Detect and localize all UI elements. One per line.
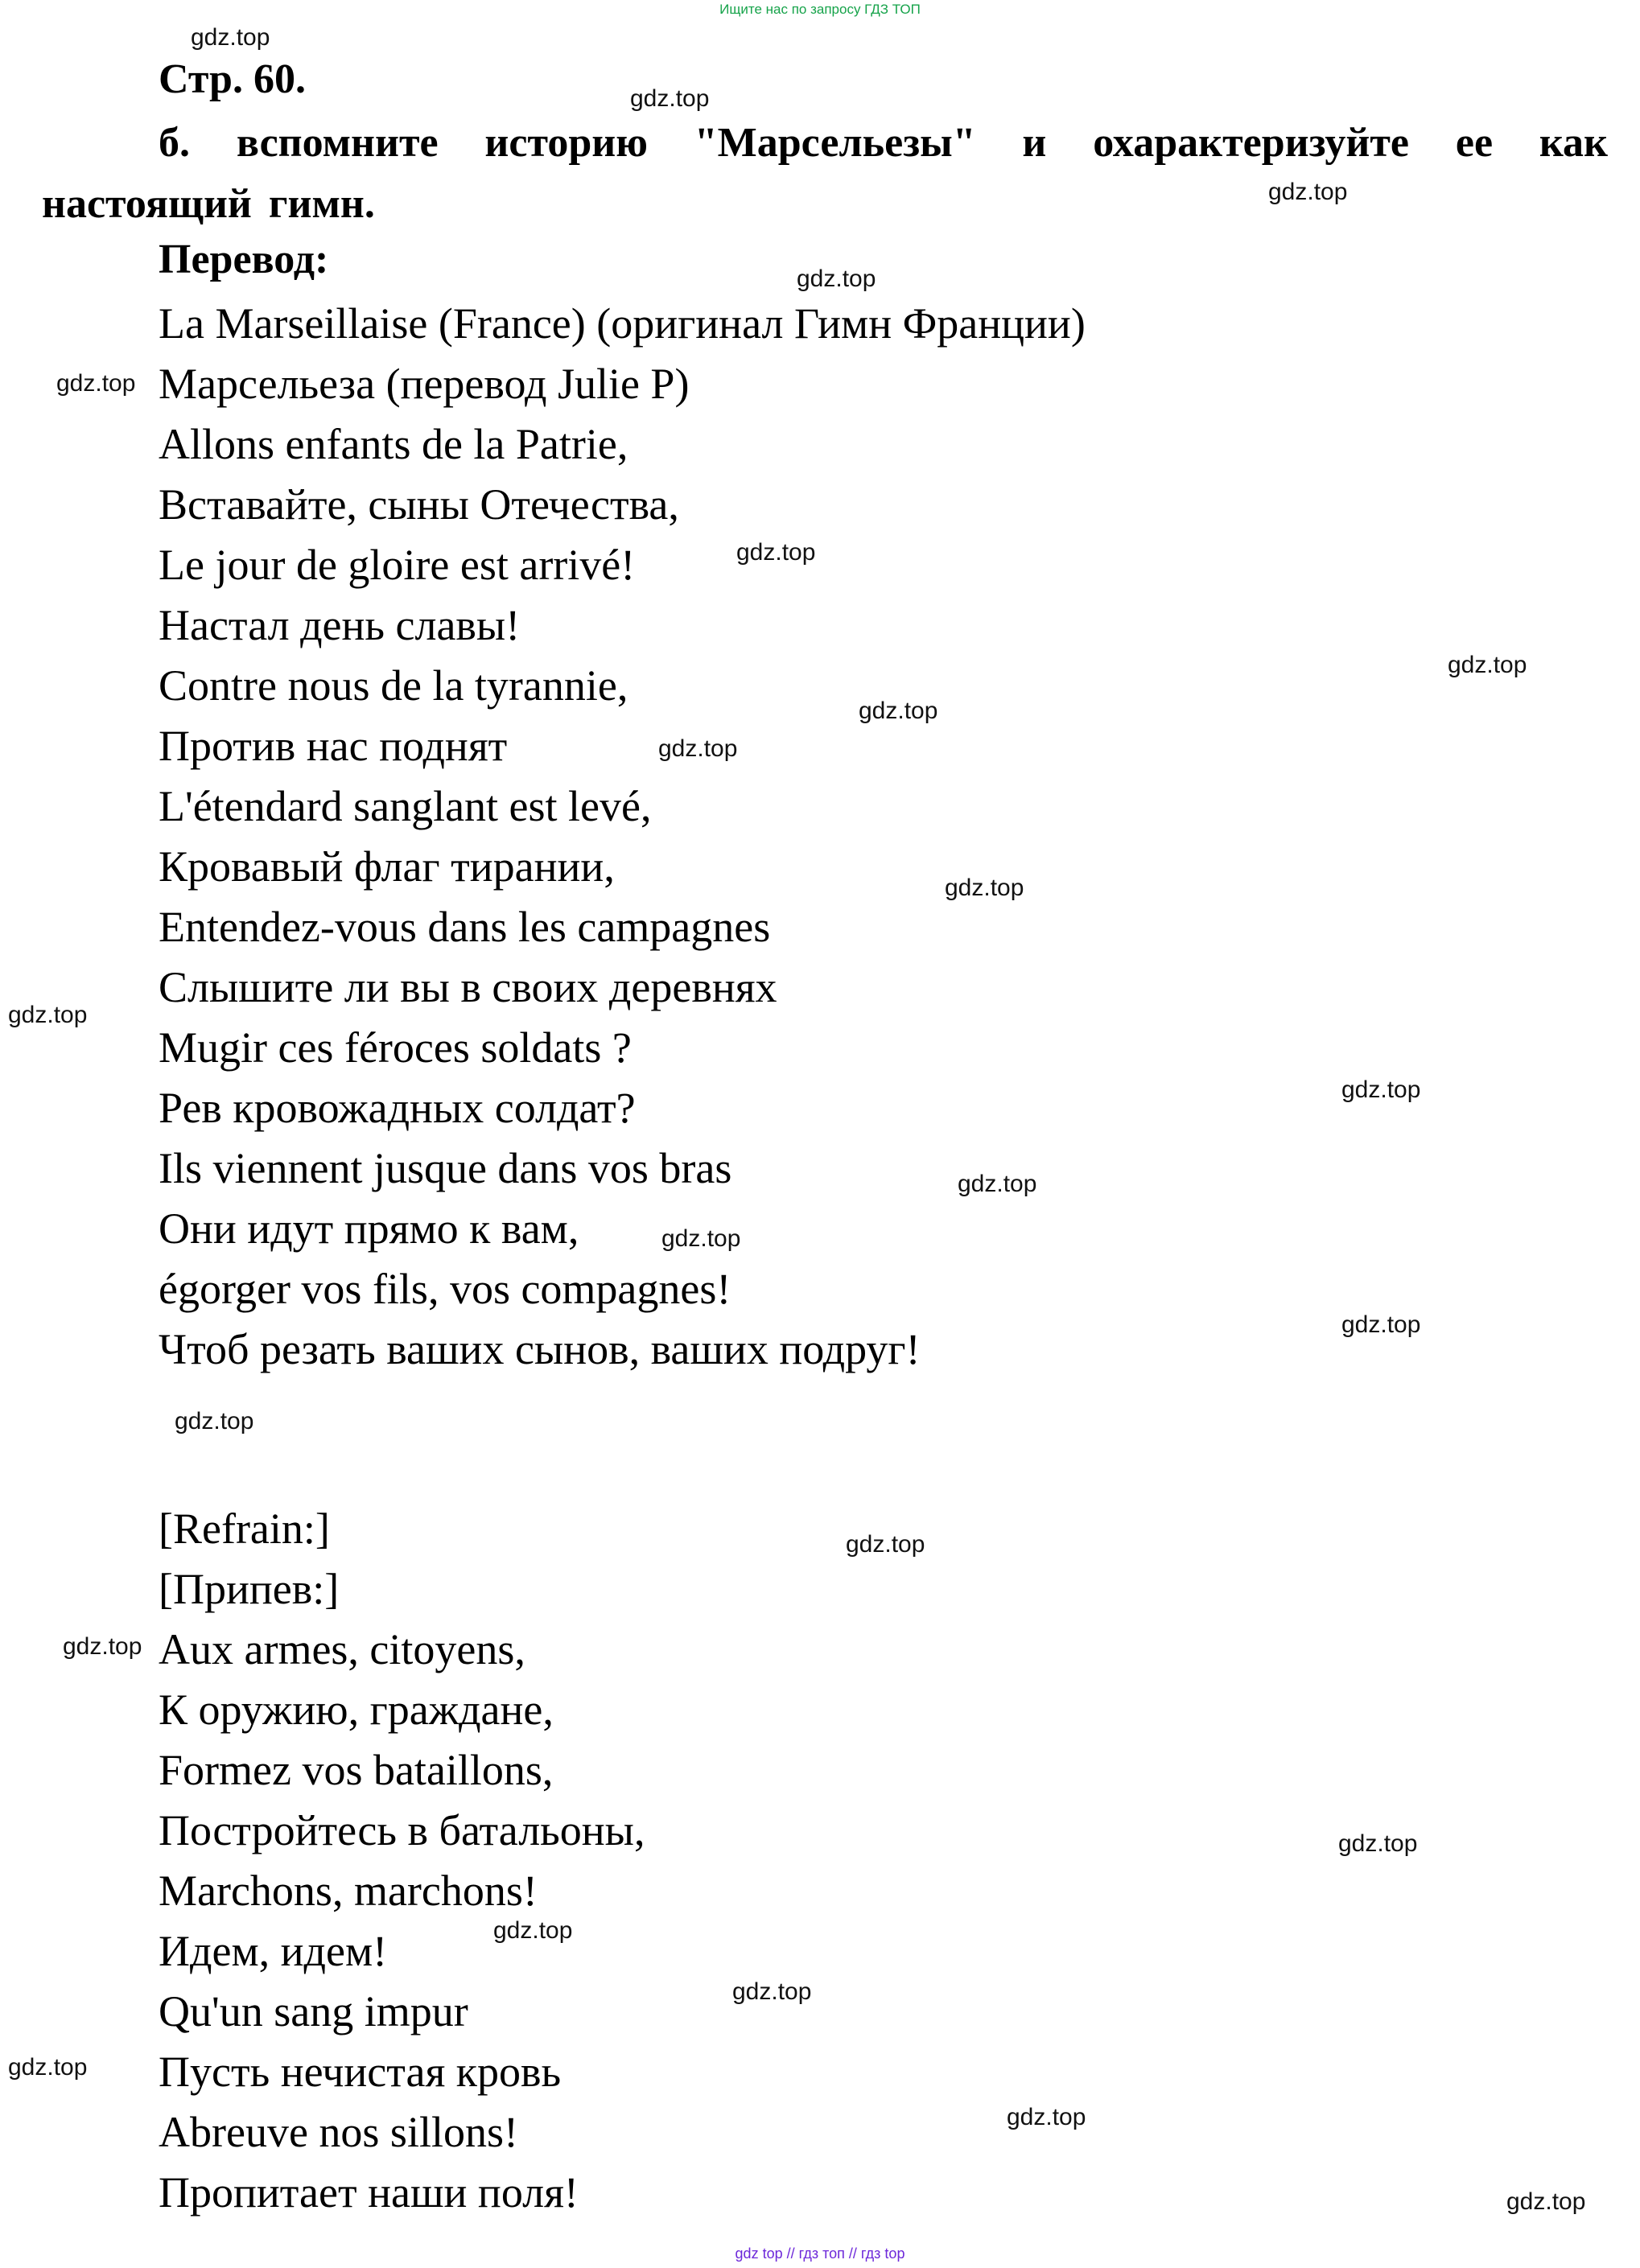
verse-block xyxy=(159,294,1086,1380)
refrain-line: Пропитает наши поля! xyxy=(159,2168,579,2217)
watermark: gdz.top xyxy=(1338,1830,1418,1857)
refrain-block xyxy=(159,1499,645,2223)
watermark: gdz.top xyxy=(191,24,270,51)
refrain-line: Пусть нечистая кровь xyxy=(159,2048,562,2096)
refrain-line: Aux armes, citoyens, xyxy=(159,1625,525,1673)
refrain-line: Marchons, marchons! xyxy=(159,1867,538,1915)
translation-heading: Перевод: xyxy=(159,237,329,282)
watermark: gdz.top xyxy=(630,85,710,112)
refrain-line: Qu'un sang impur xyxy=(159,1987,468,2035)
verse-line: Le jour de gloire est arrivé! xyxy=(159,541,636,589)
verse-line: La Marseillaise (France) (оригинал Гимн Франции) xyxy=(159,299,1086,348)
watermark: gdz.top xyxy=(658,735,738,762)
watermark: gdz.top xyxy=(8,1002,88,1028)
refrain-line: Abreuve nos sillons! xyxy=(159,2108,518,2156)
watermark: gdz.top xyxy=(846,1531,925,1558)
watermark: gdz.top xyxy=(859,698,938,724)
watermark: gdz.top xyxy=(661,1225,741,1252)
verse-line: Они идут прямо к вам, xyxy=(159,1204,579,1253)
verse-line: Кровавый флаг тирании, xyxy=(159,842,615,891)
verse-line: Против нас поднят xyxy=(159,722,508,770)
refrain-line: [Refrain:] xyxy=(159,1504,330,1553)
watermark: gdz.top xyxy=(56,370,136,397)
watermark: gdz.top xyxy=(175,1408,254,1434)
watermark: gdz.top xyxy=(797,265,876,292)
verse-line: Ils viennent jusque dans vos bras xyxy=(159,1144,732,1192)
task-text: б. вспомните историю "Марсельезы" и охарактеризуйте ее как настоящий гимн. xyxy=(42,120,1608,227)
watermark: gdz.top xyxy=(958,1171,1037,1197)
watermark: gdz.top xyxy=(493,1917,573,1944)
refrain-line: [Припев:] xyxy=(159,1565,340,1613)
refrain-line: Formez vos bataillons, xyxy=(159,1746,554,1794)
verse-line: Марсельеза (перевод Julie P) xyxy=(159,360,690,408)
watermark: gdz.top xyxy=(1341,1076,1421,1103)
watermark: gdz.top xyxy=(1448,652,1527,678)
refrain-line: К оружию, граждане, xyxy=(159,1686,554,1734)
verse-line: Contre nous de la tyrannie, xyxy=(159,661,628,710)
verse-line: Вставайте, сыны Отечества, xyxy=(159,480,679,529)
watermark: gdz.top xyxy=(1506,2188,1586,2215)
watermark: gdz.top xyxy=(63,1633,142,1660)
watermark: gdz.top xyxy=(732,1978,812,2005)
refrain-line: Постройтесь в батальоны, xyxy=(159,1806,645,1854)
verse-line: Mugir ces féroces soldats ? xyxy=(159,1023,632,1072)
verse-line: égorger vos fils, vos compagnes! xyxy=(159,1265,731,1313)
watermark: gdz.top xyxy=(945,875,1024,901)
verse-line: Entendez-vous dans les campagnes xyxy=(159,903,771,951)
top-banner: Ищите нас по запросу ГДЗ ТОП xyxy=(719,2,921,17)
verse-line: Allons enfants de la Patrie, xyxy=(159,420,628,468)
page-number: Стр. 60. xyxy=(159,56,306,102)
watermark: gdz.top xyxy=(736,539,816,566)
verse-line: L'étendard sanglant est levé, xyxy=(159,782,652,830)
verse-line: Слышите ли вы в своих деревнях xyxy=(159,963,777,1011)
footer-text: gdz top // гдз топ // гдз top xyxy=(735,2245,905,2262)
verse-line: Настал день славы! xyxy=(159,601,521,649)
watermark: gdz.top xyxy=(8,2054,88,2081)
verse-line: Рев кровожадных солдат? xyxy=(159,1084,636,1132)
watermark: gdz.top xyxy=(1268,179,1348,205)
refrain-line: Идем, идем! xyxy=(159,1927,388,1975)
verse-line: Чтоб резать ваших сынов, ваших подруг! xyxy=(159,1325,921,1373)
watermark: gdz.top xyxy=(1007,2104,1086,2130)
watermark: gdz.top xyxy=(1341,1311,1421,1338)
